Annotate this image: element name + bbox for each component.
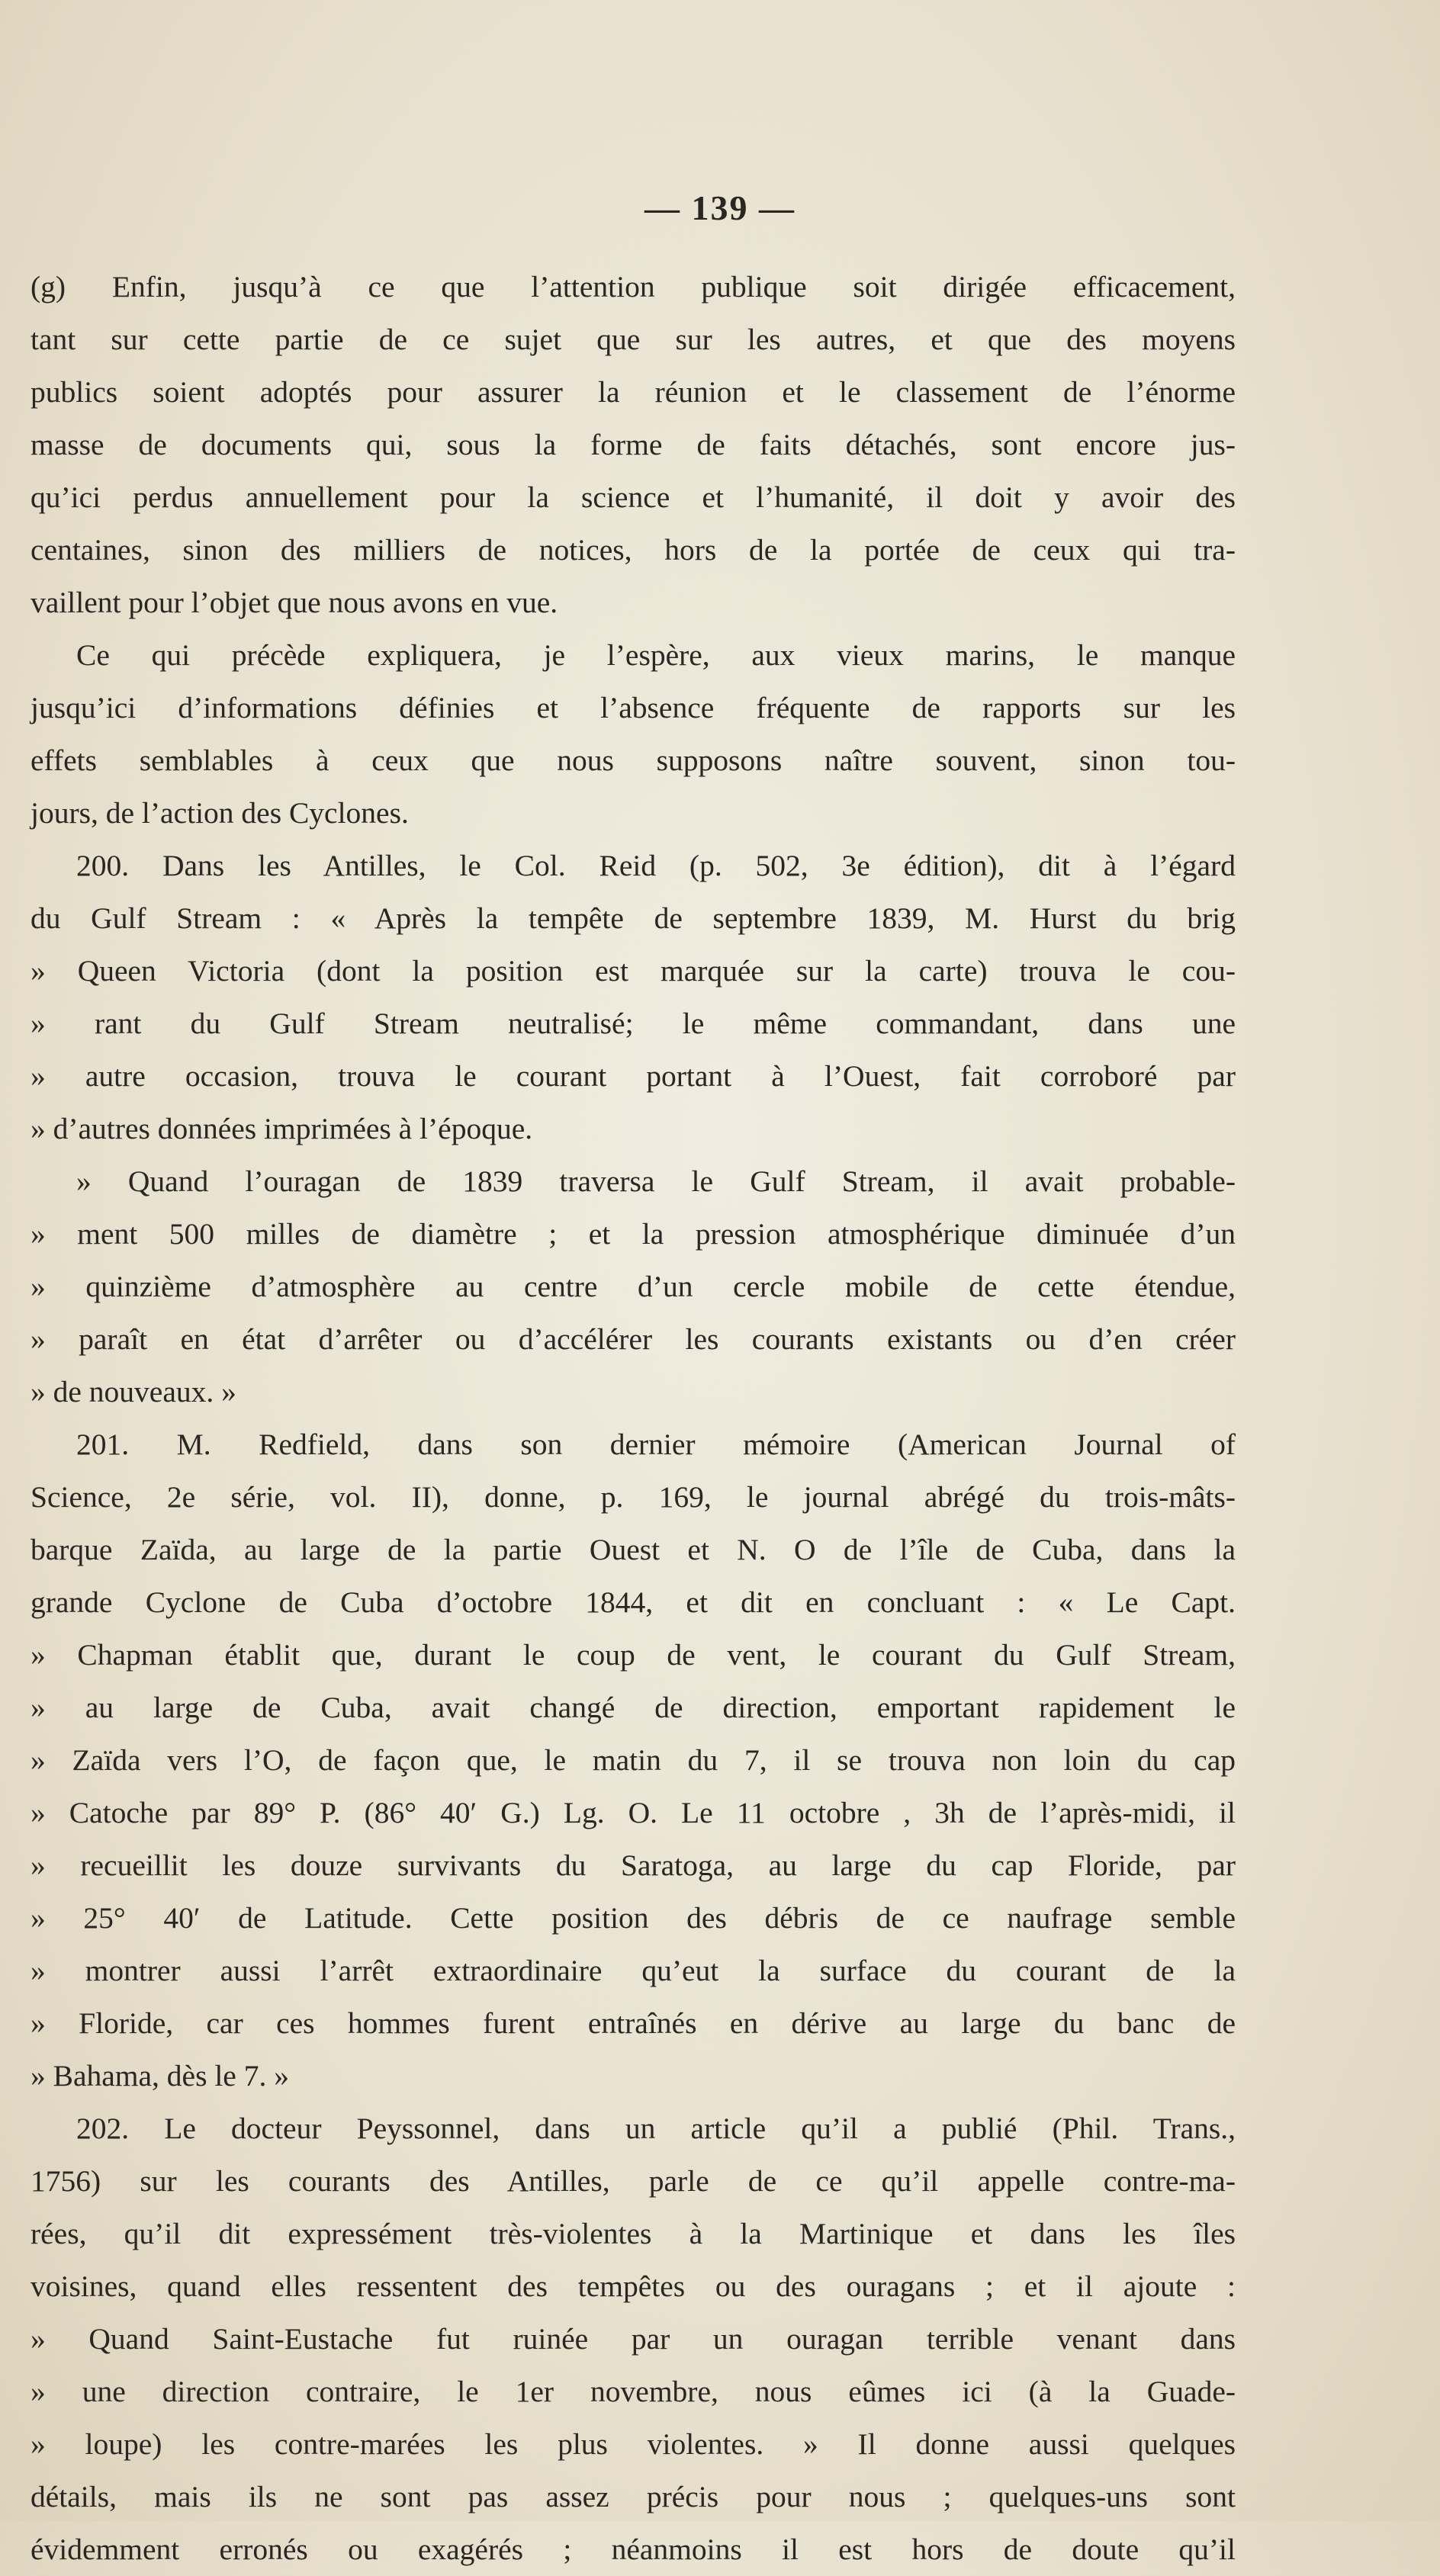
text-line: masse de documents qui, sous la forme de faits détachés, sont encore jus- — [31, 428, 1236, 461]
text-line: grande Cyclone de Cuba d’octobre 1844, et dit en concluant : « Le Capt. — [31, 1585, 1236, 1619]
text-line: voisines, quand elles ressentent des tempêtes ou des ouragans ; et il ajoute : — [31, 2269, 1236, 2303]
text-line: vaillent pour l’objet que nous avons en vue. — [31, 586, 558, 619]
text-line: » Chapman établit que, durant le coup de vent, le courant du Gulf Stream, — [31, 1638, 1236, 1672]
text-line: » paraît en état d’arrêter ou d’accélérer les courants existants ou d’en créer — [31, 1322, 1236, 1356]
text-line: 1756) sur les courants des Antilles, parle de ce qu’il appelle contre-ma- — [31, 2164, 1236, 2198]
text-line: » loupe) les contre-marées les plus violentes. » Il donne aussi quelques — [31, 2427, 1236, 2461]
text-line: qu’ici perdus annuellement pour la science et l’humanité, il doit y avoir des — [31, 480, 1236, 514]
text-line: » 25° 40′ de Latitude. Cette position des débris de ce naufrage semble — [31, 1901, 1236, 1935]
text-line: 201. M. Redfield, dans son dernier mémoire (American Journal of — [76, 1428, 1236, 1461]
text-line: » Quand l’ouragan de 1839 traversa le Gulf Stream, il avait probable- — [76, 1164, 1236, 1198]
text-line: » une direction contraire, le 1er novembre, nous eûmes ici (à la Guade- — [31, 2375, 1236, 2408]
text-line: effets semblables à ceux que nous supposons naître souvent, sinon tou- — [31, 744, 1236, 777]
text-line: » Bahama, dès le 7. » — [31, 2059, 289, 2093]
text-line: » Zaïda vers l’O, de façon que, le matin du 7, il se trouva non loin du cap — [31, 1743, 1236, 1777]
text-line: » quinzième d’atmosphère au centre d’un cercle mobile de cette étendue, — [31, 1270, 1236, 1303]
text-line: rées, qu’il dit expressément très-violentes à la Martinique et dans les îles — [31, 2217, 1236, 2250]
page-number: — 139 — — [644, 188, 796, 227]
text-line: » Queen Victoria (dont la position est marquée sur la carte) trouva le cou- — [31, 954, 1236, 988]
text-line: jusqu’ici d’informations définies et l’absence fréquente de rapports sur les — [31, 691, 1236, 724]
text-line: » Floride, car ces hommes furent entraînés en dérive au large du banc de — [31, 2006, 1236, 2040]
text-line: » au large de Cuba, avait changé de direction, emportant rapidement le — [31, 1691, 1236, 1724]
text-line: » d’autres données imprimées à l’époque. — [31, 1112, 533, 1145]
text-line: 200. Dans les Antilles, le Col. Reid (p. 502, 3e édition), dit à l’égard — [76, 849, 1236, 882]
text-line: » Catoche par 89° P. (86° 40′ G.) Lg. O. Le 11 octobre , 3h de l’après-midi, il — [31, 1796, 1236, 1829]
text-line: » rant du Gulf Stream neutralisé; le même commandant, dans une — [31, 1007, 1236, 1040]
text-line: publics soient adoptés pour assurer la réunion et le classement de l’énorme — [31, 375, 1236, 409]
text-line: Ce qui précède expliquera, je l’espère, aux vieux marins, le manque — [76, 638, 1236, 672]
text-line: » Quand Saint-Eustache fut ruinée par un ouragan terrible venant dans — [31, 2322, 1236, 2356]
page-body-text — [31, 261, 1236, 2576]
text-line: » de nouveaux. » — [31, 1375, 236, 1408]
text-line: » ment 500 milles de diamètre ; et la pression atmosphérique diminuée d’un — [31, 1217, 1236, 1251]
text-line: 202. Le docteur Peyssonnel, dans un article qu’il a publié (Phil. Trans., — [76, 2112, 1236, 2145]
text-line: du Gulf Stream : « Après la tempête de septembre 1839, M. Hurst du brig — [31, 901, 1236, 935]
text-line: centaines, sinon des milliers de notices, hors de la portée de ceux qui tra- — [31, 533, 1236, 567]
text-line: (g) Enfin, jusqu’à ce que l’attention publique soit dirigée efficacement, — [31, 270, 1236, 304]
text-line: jours, de l’action des Cyclones. — [31, 796, 409, 830]
text-line: » recueillit les douze survivants du Saratoga, au large du cap Floride, par — [31, 1848, 1236, 1882]
text-line: » montrer aussi l’arrêt extraordinaire qu’eut la surface du courant de la — [31, 1954, 1236, 1987]
text-line: tant sur cette partie de ce sujet que sur les autres, et que des moyens — [31, 323, 1236, 356]
text-line: barque Zaïda, au large de la partie Ouest et N. O de l’île de Cuba, dans la — [31, 1533, 1236, 1566]
text-line: détails, mais ils ne sont pas assez précis pour nous ; quelques-uns sont — [31, 2480, 1236, 2513]
text-line: évidemment erronés ou exagérés ; néanmoins il est hors de doute qu’il — [31, 2533, 1236, 2566]
text-line: » autre occasion, trouva le courant portant à l’Ouest, fait corroboré par — [31, 1059, 1236, 1093]
text-line: Science, 2e série, vol. II), donne, p. 169, le journal abrégé du trois-mâts- — [31, 1480, 1236, 1514]
